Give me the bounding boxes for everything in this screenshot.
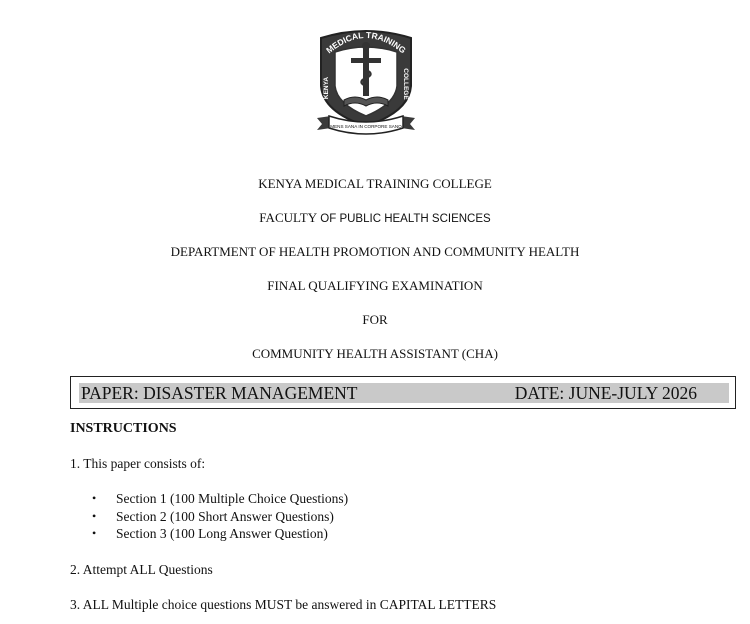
logo-motto: MENS SANA IN CORPORE SANO (330, 124, 402, 129)
department-name: DEPARTMENT OF HEALTH PROMOTION AND COMMUNITY HEALTH (170, 244, 580, 259)
instructions-heading: INSTRUCTIONS (70, 421, 177, 436)
logo-left-text: KENYA (323, 76, 330, 100)
list-item: • Section 3 (100 Long Answer Question) (92, 526, 328, 541)
bullet-icon: • (92, 508, 97, 523)
list-item: • Section 1 (100 Multiple Choice Questions) (92, 491, 349, 506)
paper-title: PAPER: DISASTER MANAGEMENT (81, 383, 358, 403)
exam-name: FINAL QUALIFYING EXAMINATION (267, 278, 483, 293)
shield-crest-icon (311, 24, 421, 136)
for-label: FOR (362, 312, 388, 327)
paper-date: DATE: JUNE-JULY 2026 (514, 383, 697, 403)
college-name: KENYA MEDICAL TRAINING COLLEGE (258, 176, 492, 191)
bullet-icon: • (92, 491, 97, 505)
logo-right-text: COLLEGE (402, 68, 409, 100)
logo-top-text: MEDICAL TRAINING (324, 29, 408, 56)
college-logo (311, 24, 421, 136)
instruction-item-3: 3. ALL Multiple choice questions MUST be answered in CAPITAL LETTERS (70, 597, 497, 612)
list-item: • Section 2 (100 Short Answer Questions) (92, 508, 334, 524)
instruction-item-1: 1. This paper consists of: (70, 456, 206, 471)
instruction-item-2: 2. Attempt ALL Questions (70, 562, 213, 577)
sections-list (70, 490, 348, 543)
program-name: COMMUNITY HEALTH ASSISTANT (CHA) (252, 346, 498, 361)
faculty-prefix: FACULTY (259, 210, 318, 225)
paper-info-box (70, 376, 736, 409)
bullet-icon: • (92, 526, 97, 540)
faculty-name (0, 210, 750, 227)
faculty-rest: OF PUBLIC HEALTH SCIENCES (317, 213, 491, 225)
